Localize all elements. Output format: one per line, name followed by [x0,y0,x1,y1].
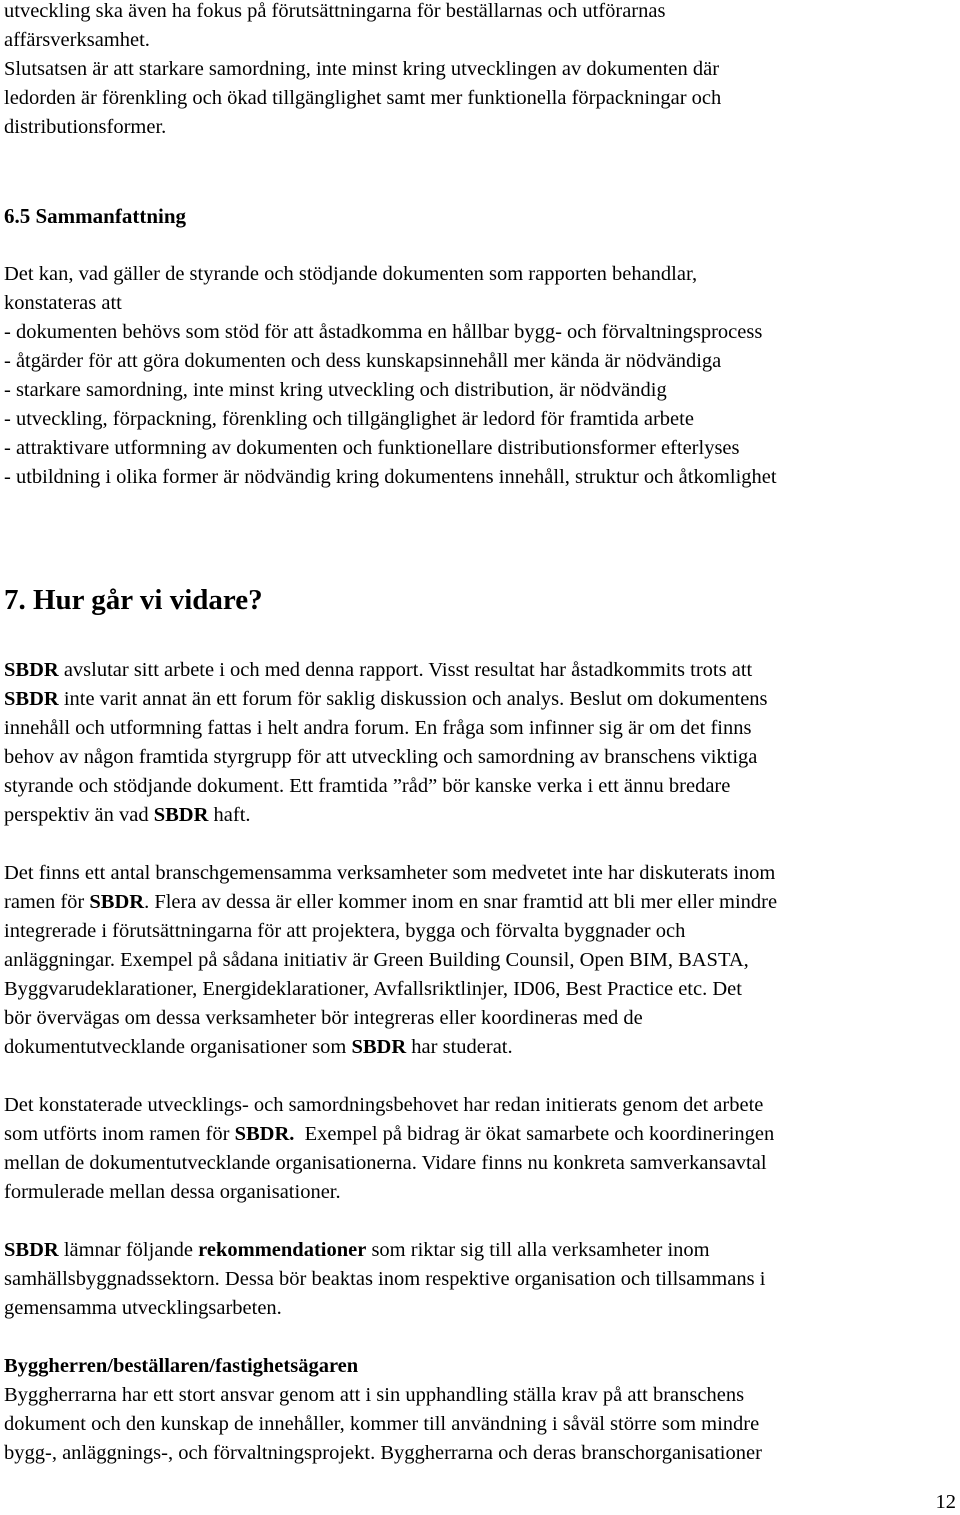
intro-paragraph [4,0,956,142]
paragraph-byggherren [4,1381,956,1468]
text-run: perspektiv än vad [4,804,154,827]
spacer [4,1323,956,1352]
text-line: distributionsformer. [4,116,167,138]
sbdr-term: SBDR [351,1036,407,1059]
spacer [4,231,956,260]
text-line: anläggningar. Exempel på sådana initiativ är Green Building Counsil, Open BIM, BASTA, [4,949,749,972]
paragraph-branch-activities [4,859,956,1062]
sbdr-term: SBDR [4,1239,59,1262]
text-line: Byggherrarna har ett stort ansvar genom att i sin upphandling ställa krav på att branschens [4,1384,745,1407]
text-run: lämnar följande [58,1239,199,1262]
text-line: Slutsatsen är att starkare samordning, inte minst kring utvecklingen av dokumenten där [4,58,720,80]
text-line: samhällsbyggnadssektorn. Dessa bör beaktas inom respektive organisation och tillsammans i [4,1268,766,1291]
section-heading-6-5: 6.5 Sammanfattning [4,204,187,228]
sbdr-term: SBDR [4,659,59,682]
text-line [4,1033,956,1062]
text-line [4,1236,956,1265]
text-line: innehåll och utformning fattas i helt andra forum. En fråga som infinner sig är om det finns [4,717,752,740]
text-line: affärsverksamhet. [4,29,150,51]
text-line: mellan de dokumentutvecklande organisationerna. Vidare finns nu konkreta samverkansavtal [4,1152,767,1175]
text-line: utveckling ska även ha fokus på förutsättningarna för beställarnas och utförarnas [4,0,666,22]
text-line: integrerade i förutsättningarna för att projektera, bygga och förvalta byggnader och [4,920,686,943]
text-run: . Flera av dessa är eller kommer inom en snar framtid att bli mer eller mindre [144,891,778,914]
page-number: 12 [935,1491,956,1513]
text-line [4,1120,956,1149]
subsection-heading-byggherren: Byggherren/beställaren/fastighetsägaren [4,1355,359,1378]
summary-bullet: - utbildning i olika former är nödvändig kring dokumentens innehåll, struktur och åtkomlighet [4,466,777,488]
text-line [4,801,956,830]
sbdr-term: SBDR. [234,1123,295,1146]
spacer [4,1062,956,1091]
document-page [4,0,956,1468]
paragraph-sbdr-conclusion [4,656,956,830]
summary-bullet: - starkare samordning, inte minst kring utveckling och distribution, är nödvändig [4,379,667,401]
text-line: Byggvarudeklarationer, Energideklarationer, Avfallsriktlinjer, ID06, Best Practice etc. Det [4,978,742,1001]
text-line: gemensamma utvecklingsarbeten. [4,1297,282,1320]
text-run: som utförts inom ramen för [4,1123,235,1146]
text-line: styrande och stödjande dokument. Ett framtida ”råd” bör kanske verka i ett ännu bredare [4,775,731,798]
sbdr-term: SBDR [153,804,209,827]
spacer [4,830,956,859]
text-run: har studerat. [406,1036,513,1059]
sbdr-term: SBDR [4,688,59,711]
summary-bullet: - attraktivare utformning av dokumenten och funktionellare distributionsformer efterlyses [4,437,740,459]
summary-bullet: - dokumenten behövs som stöd för att åstadkomma en hållbar bygg- och förvaltningsprocess [4,321,763,343]
text-line [4,888,956,917]
spacer [4,1207,956,1236]
text-line: dokument och den kunskap de innehåller, kommer till användning i såväl större som mindre [4,1413,760,1436]
sbdr-term: SBDR [89,891,145,914]
paragraph-recommendations [4,1236,956,1323]
text-line: Det kan, vad gäller de styrande och stödjande dokumenten som rapporten behandlar, [4,263,698,285]
text-run: haft. [208,804,251,827]
paragraph-coordination-need [4,1091,956,1207]
text-line: Det konstaterade utvecklings- och samordningsbehovet har redan initierats genom det arbete [4,1094,764,1117]
text-line: formulerade mellan dessa organisationer. [4,1181,341,1204]
section-heading-7: 7. Hur går vi vidare? [4,584,263,616]
text-line [4,685,956,714]
text-run: ramen för [4,891,90,914]
summary-bullet: - utveckling, förpackning, förenkling och tillgänglighet är ledord för framtida arbete [4,408,694,430]
spacer [4,492,956,576]
text-line: ledorden är förenkling och ökad tillgänglighet samt mer funktionella förpackningar och [4,87,722,109]
spacer [4,639,956,656]
text-line: bygg-, anläggnings-, och förvaltningsprojekt. Byggherrarna och deras branschorganisationer [4,1442,762,1465]
text-line: Det finns ett antal branschgemensamma verksamheter som medvetet inte har diskuterats inom [4,862,776,885]
summary-bullet-list [4,318,956,492]
text-line: behov av någon framtida styrgrupp för att utveckling och samordning av branschens viktiga [4,746,758,769]
text-run: Exempel på bidrag är ökat samarbete och koordineringen [294,1123,775,1146]
text-run: avslutar sitt arbete i och med denna rapport. Visst resultat har åstadkommits trots att [58,659,753,682]
text-line: bör övervägas om dessa verksamheter bör integreras eller koordineras med de [4,1007,643,1030]
text-run: inte varit annat än ett forum för saklig diskussion och analys. Beslut om dokumentens [58,688,768,711]
summary-bullet: - åtgärder för att göra dokumenten och dess kunskapsinnehåll mer kända är nödvändiga [4,350,722,372]
text-line [4,656,956,685]
spacer [4,142,956,202]
text-line: konstateras att [4,292,122,314]
text-run: dokumentutvecklande organisationer som [4,1036,352,1059]
recommendations-term: rekommendationer [198,1239,367,1262]
summary-intro [4,260,956,318]
text-run: som riktar sig till alla verksamheter inom [366,1239,710,1262]
